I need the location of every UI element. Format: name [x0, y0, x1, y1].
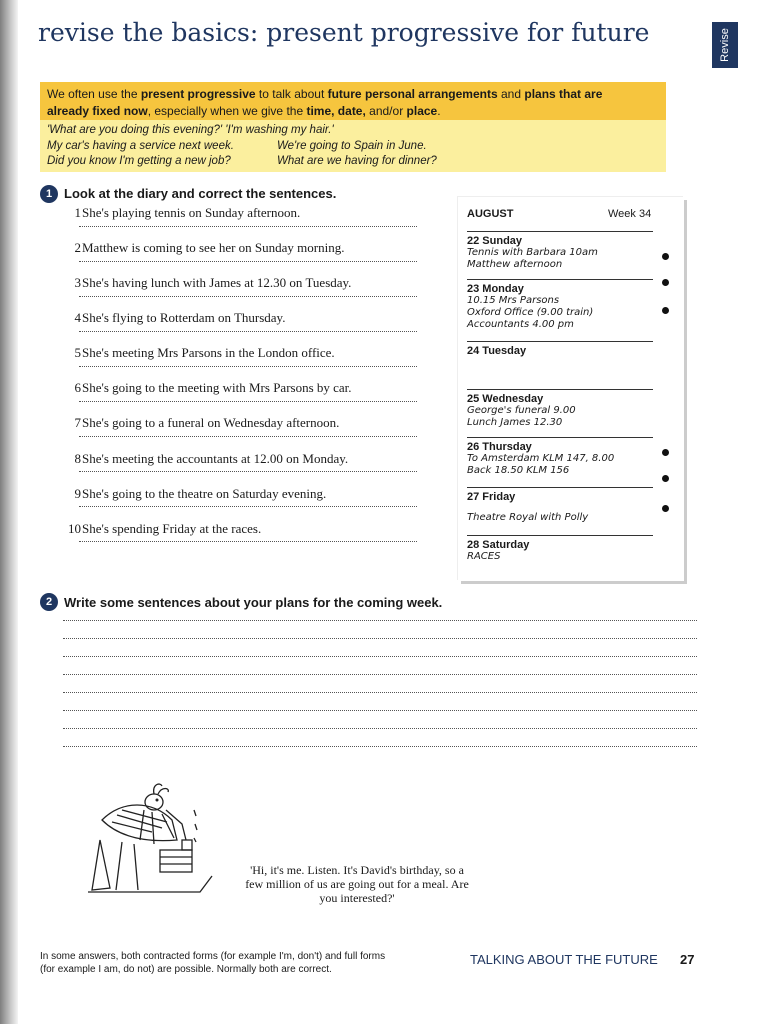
example-sentences — [47, 123, 437, 170]
diary-margin-dot — [662, 475, 669, 482]
page-title: revise the basics: present progressive for future — [38, 18, 650, 47]
diary-margin-dot — [662, 279, 669, 286]
writing-line[interactable] — [63, 692, 697, 693]
diary-day: 24 Tuesday — [467, 341, 653, 357]
page-spine-shadow — [0, 0, 18, 1024]
diary-margin-dot — [662, 307, 669, 314]
answer-line[interactable] — [79, 366, 417, 367]
diary-margin-dot — [662, 505, 669, 512]
diary-day: 27 Friday Theatre Royal with Polly — [467, 487, 653, 524]
exercise-2-heading: Write some sentences about your plans for the coming week. — [64, 595, 443, 610]
exercise-1-heading: Look at the diary and correct the sentences. — [64, 186, 337, 201]
diary-day: 23 Monday 10.15 Mrs Parsons Oxford Office (9.00 train) Accountants 4.00 pm — [467, 279, 653, 331]
sentence-item: 4 She's flying to Rotterdam on Thursday. — [74, 310, 286, 325]
example-row: My car's having a service next week. We're going to Spain in June. — [47, 139, 427, 152]
writing-line[interactable] — [63, 620, 697, 621]
example-row: 'What are you doing this evening?' 'I'm washing my hair.' — [47, 124, 334, 136]
sentence-item: 1 She's playing tennis on Sunday afternoon. — [74, 205, 301, 220]
answer-line[interactable] — [79, 401, 417, 402]
answer-line[interactable] — [79, 506, 417, 507]
diary-month: AUGUST — [467, 208, 514, 220]
sentence-item: 7 She's going to a funeral on Wednesday afternoon. — [74, 415, 340, 430]
diary-page — [458, 197, 684, 581]
answer-line[interactable] — [79, 226, 417, 227]
writing-line[interactable] — [63, 728, 697, 729]
sentence-item: 10 She's spending Friday at the races. — [68, 521, 262, 536]
cartoon-speech: 'Hi, it's me. Listen. It's David's birthday, so a few million of us are going out for a meal. Are you interested?' — [245, 863, 469, 905]
rule-explanation: We often use the present progressive to talk about future personal arrangements and plans that are already fixed now, especially when we give the time, date, and/or place. — [47, 87, 603, 118]
writing-line[interactable] — [63, 710, 697, 711]
sentence-item: 5 She's meeting Mrs Parsons in the London office. — [74, 345, 335, 360]
writing-line[interactable] — [63, 656, 697, 657]
diary-margin-dot — [662, 449, 669, 456]
exercise-1-number-badge: 1 — [40, 185, 58, 203]
sentence-item: 3 She's having lunch with James at 12.30 on Tuesday. — [74, 275, 352, 290]
sentence-item: 9 She's going to the theatre on Saturday evening. — [74, 486, 327, 501]
sentence-item: 6 She's going to the meeting with Mrs Parsons by car. — [74, 380, 352, 395]
insect-phone-cartoon — [82, 780, 222, 910]
answer-line[interactable] — [79, 436, 417, 437]
diary-day: 28 Saturday RACES — [467, 535, 653, 563]
diary-margin-dot — [662, 253, 669, 260]
answer-line[interactable] — [79, 296, 417, 297]
writing-line[interactable] — [63, 674, 697, 675]
diary-day: 26 Thursday To Amsterdam KLM 147, 8.00 Back 18.50 KLM 156 — [467, 437, 653, 477]
footnote: In some answers, both contracted forms (for example I'm, don't) and full forms (for example I am, do not) are possible. Normally both are correct. — [40, 951, 386, 975]
revise-side-tab: Revise — [712, 22, 738, 68]
sentence-item: 2 Matthew is coming to see her on Sunday morning. — [74, 240, 345, 255]
diary-week: Week 34 — [608, 208, 652, 220]
writing-line[interactable] — [63, 746, 697, 747]
section-footer: TALKING ABOUT THE FUTURE — [470, 952, 658, 967]
sentence-item: 8 She's meeting the accountants at 12.00 on Monday. — [74, 451, 349, 466]
page-number: 27 — [680, 952, 695, 967]
exercise-2-number-badge: 2 — [40, 593, 58, 611]
diary-day: 25 Wednesday George's funeral 9.00 Lunch James 12.30 — [467, 389, 653, 429]
answer-line[interactable] — [79, 541, 417, 542]
answer-line[interactable] — [79, 331, 417, 332]
diary-day: 22 Sunday Tennis with Barbara 10am Matthew afternoon — [467, 231, 653, 271]
answer-line[interactable] — [79, 471, 417, 472]
answer-line[interactable] — [79, 261, 417, 262]
writing-line[interactable] — [63, 638, 697, 639]
example-row: Did you know I'm getting a new job? What are we having for dinner? — [47, 155, 437, 167]
